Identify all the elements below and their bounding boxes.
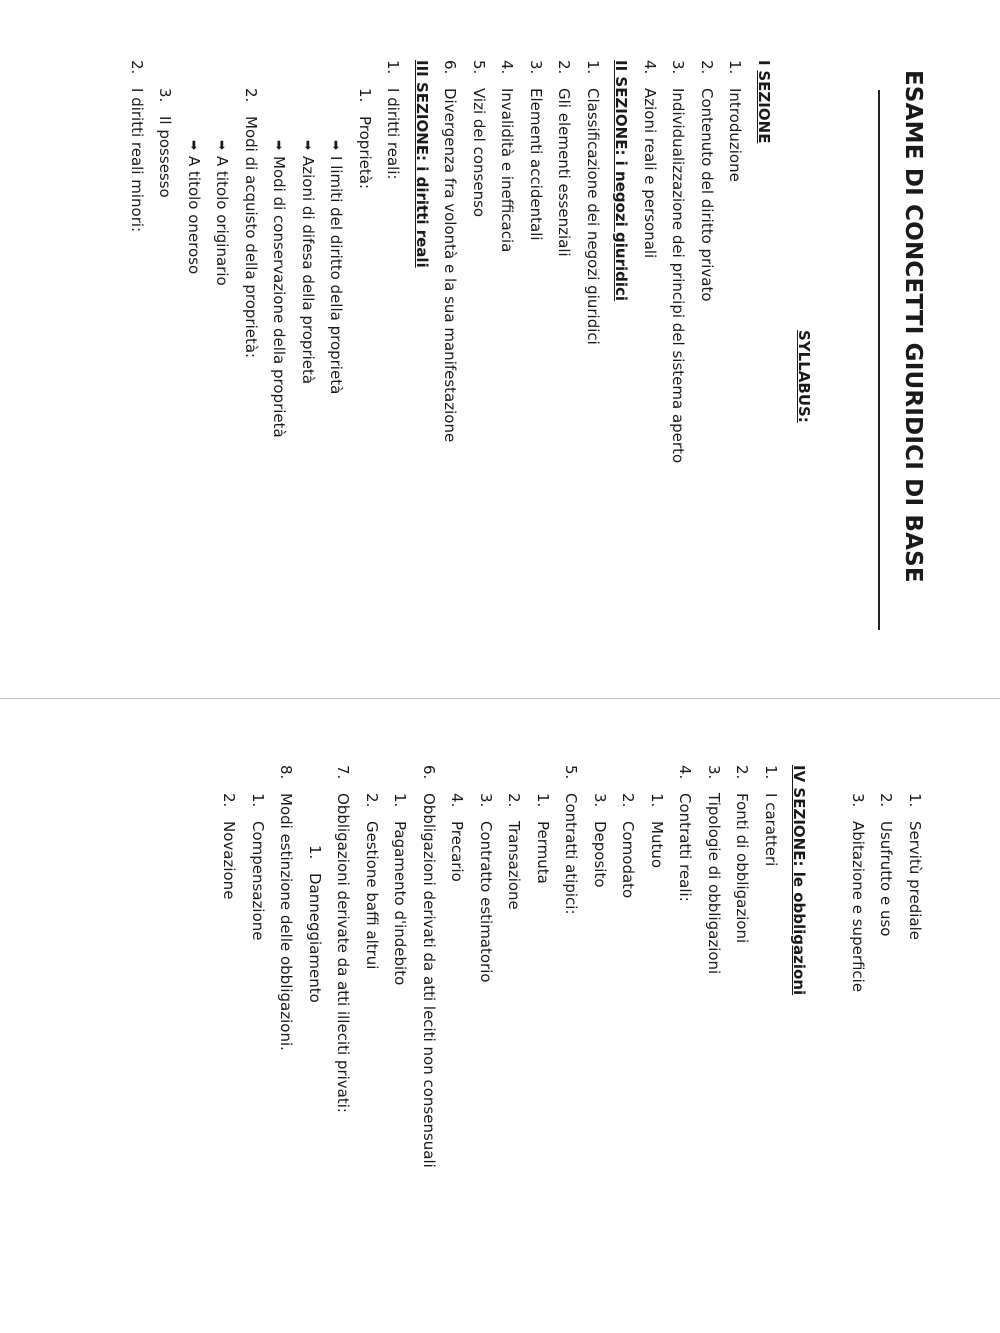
page-two	[0, 699, 1000, 1333]
list-item: 3. Il possesso	[156, 88, 175, 198]
list-item: 1. Permuta	[534, 793, 552, 884]
list-item: 4. Azioni reali e personali	[641, 60, 659, 259]
page-one-content	[49, 60, 929, 698]
page-two-content	[49, 765, 929, 1333]
list-item: 5. Vizi del consenso	[470, 60, 488, 218]
list-item: 4. Invalidità e inefficacia	[498, 60, 517, 253]
list-item: 2. Contenuto del diritto privato	[698, 60, 716, 302]
list-item: 2. Gestione baffi altrui	[363, 793, 381, 970]
list-item: 3. Tipologie di obbligazioni	[705, 765, 723, 975]
list-item: 3. Elementi accidentali	[527, 60, 545, 241]
list-item: 1. Classificazione dei negozi giuridici	[584, 60, 602, 345]
list-item: 7. Obbligazioni derivate da atti illeciti privati:	[334, 765, 353, 1113]
section-heading: I SEZIONE	[755, 60, 773, 144]
list-item: 8. Modi estinzione delle obbligazioni.	[277, 765, 296, 1051]
list-item: 1. Servitù prediale	[906, 793, 924, 940]
list-item: 3. Individualizzazione dei principi del sistema aperto	[669, 60, 688, 464]
list-item: ➡ Modi di conservazione della proprietà	[265, 60, 294, 698]
list-item: 3. Deposito	[591, 793, 609, 888]
list-item: 2. I diritti reali minori:	[128, 60, 146, 233]
list-item: 1. I caratteri	[762, 765, 780, 867]
document-title: ESAME DI CONCETTI GIURIDICI DI BASE	[900, 70, 926, 583]
title-rule	[878, 90, 880, 630]
list-item: 5. Contratti atipici:	[562, 765, 581, 915]
section-heading: II SEZIONE: i negozi giuridici	[612, 60, 631, 302]
arrow-right-icon: ➡	[329, 140, 344, 151]
list-item: ➡ I limiti del diritto della proprietà	[322, 60, 351, 698]
list-item: 1. Proprietà:	[356, 88, 374, 190]
list-item: 1. Introduzione	[726, 60, 745, 182]
arrow-right-icon: ➡	[215, 140, 230, 151]
section-heading: IV SEZIONE: le obbligazioni	[790, 765, 809, 996]
syllabus-heading: SYLLABUS:	[795, 330, 813, 423]
list-item: 2. Novazione	[220, 793, 239, 900]
list-item: ➡ A titolo oneroso	[180, 60, 209, 698]
list-item: 2. Fonti di obbligazioni	[733, 765, 752, 944]
list-item: 2. Usufrutto e uso	[877, 793, 896, 937]
list-item: 4. Contratti reali:	[676, 765, 695, 902]
arrow-right-icon: ➡	[301, 140, 315, 151]
list-item: 3. Abitazione e superficie	[849, 793, 867, 993]
list-item: 6. Divergenza fra volontà e la sua manifestazione	[441, 60, 460, 443]
section-heading: III SEZIONE: i diritti reali	[413, 60, 431, 268]
list-item: 1. Danneggiamento	[306, 845, 324, 1003]
list-item: 6. Obbligazioni derivati da atti leciti non consensuali	[420, 765, 438, 1168]
list-item: 2. Modi di acquisto della proprietà:	[242, 88, 260, 359]
list-item: 1. Pagamento d'indebito	[391, 793, 410, 986]
list-item: 3. Contratto estimatorio	[477, 793, 495, 983]
arrow-right-icon: ➡	[187, 140, 201, 151]
list-item: 1. I diritti reali:	[384, 60, 403, 180]
arrow-right-icon: ➡	[272, 140, 287, 151]
list-item: 2. Comodato	[619, 793, 638, 899]
list-item: 1. Compensazione	[249, 793, 267, 941]
list-item: 2. Transazione	[505, 793, 524, 910]
list-item: ➡ Azioni di difesa della proprietà	[294, 60, 323, 698]
list-item: 4. Precario	[448, 793, 467, 882]
list-item: 1. Mutuo	[648, 793, 666, 869]
list-item: ➡ A titolo originario	[208, 60, 237, 698]
list-item: 2. Gli elementi essenziali	[555, 60, 574, 257]
